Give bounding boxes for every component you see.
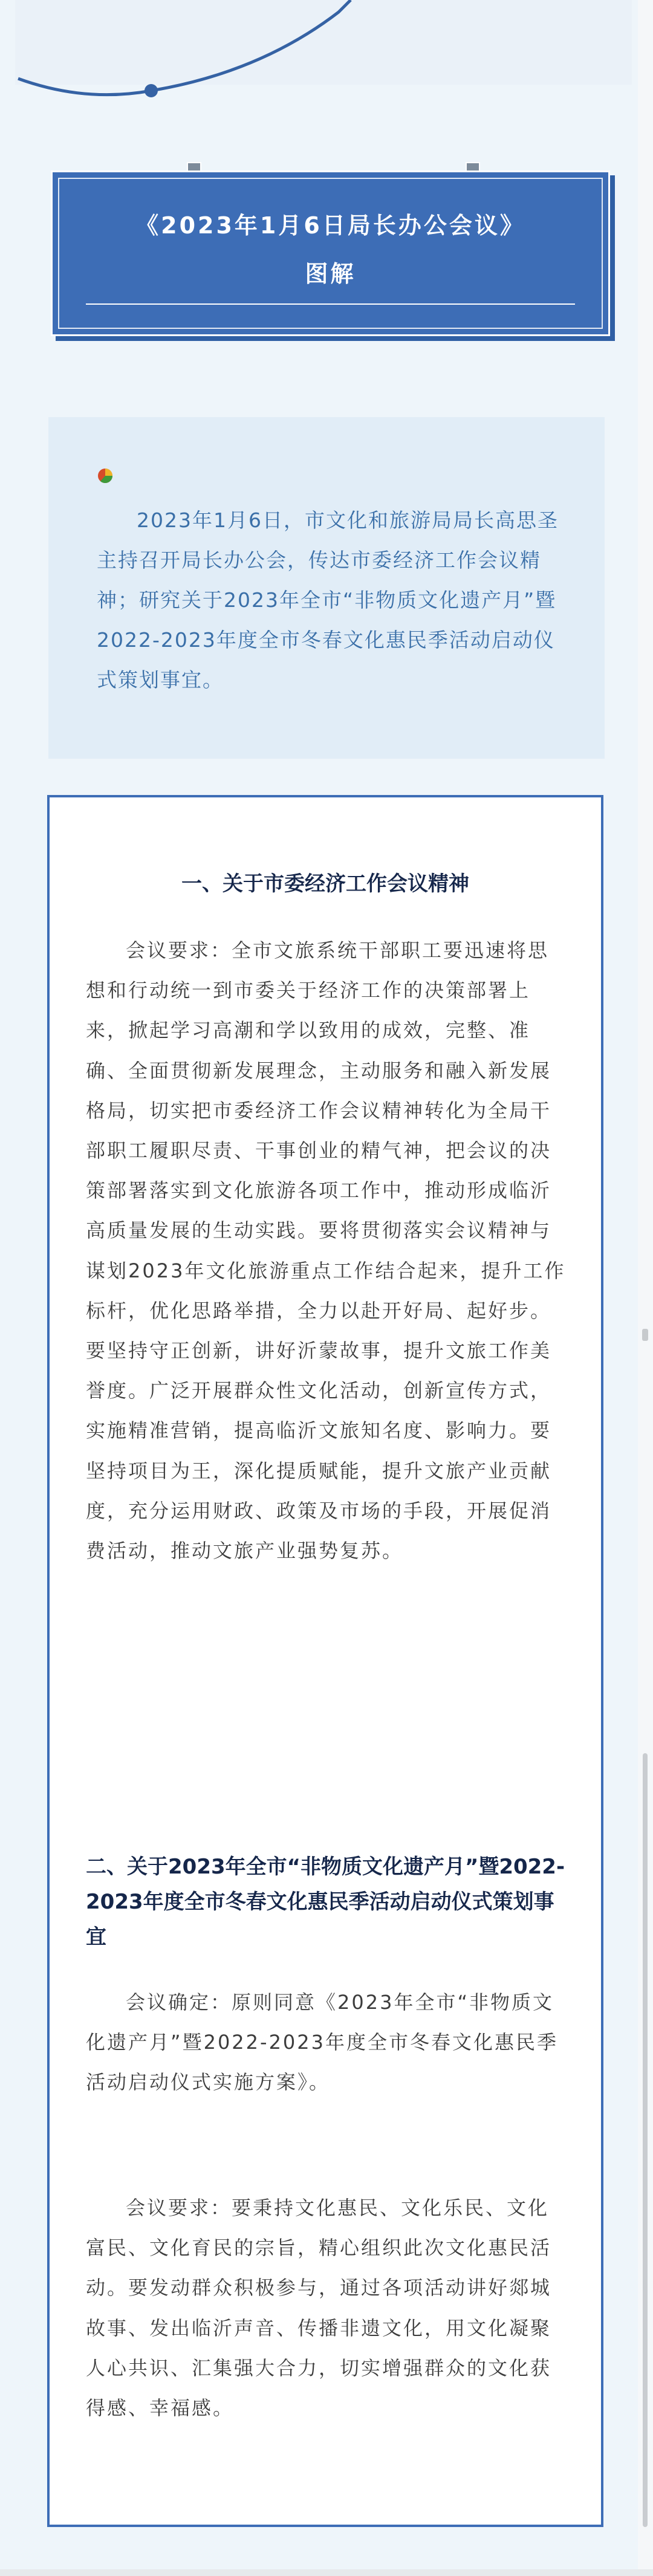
summary-text: 2023年1月6日，市文化和旅游局局长高思圣主持召开局长办公会，传达市委经济工作会议精神；研究关于2023年全市“非物质文化遗产月”暨2022-2023年度全市冬春文化惠民季活动启动仪式策划事宜。 [97,508,559,692]
title-card [51,170,610,336]
summary-box [48,417,605,759]
section1-paragraph: 会议要求：全市文旅系统干部职工要迅速将思想和行动统一到市委关于经济工作的决策部署上来，掀起学习高潮和学以致用的成效，完整、准确、全面贯彻新发展理念，主动服务和融入新发展格局，切实把市委经济工作会议精神转化为全局干部职工履职尽责、干事创业的精气神，把会议的决策部署落实到文化旅游各项工作中，推动形成临沂高质量发展的生动实践。要将贯彻落实会议精神与谋划2023年文化旅游重点工作结合起来，提升工作标杆，优化思路举措，全力以赴开好局、起好步。要坚持守正创新，讲好沂蒙故事，提升文旅工作美誉度。广泛开展群众性文化活动，创新宣传方式，实施精准营销，提高临沂文旅知名度、影响力。要坚持项目为王，深化提质赋能，提升文旅产业贡献度，充分运用财政、政策及市场的手段，开展促消费活动，推动文旅产业强势复苏。 [86,939,566,1563]
section2-title: 二、关于2023年全市“非物质文化遗产月”暨2022-2023年度全市冬春文化惠民季活动启动仪式策划事宜 [86,1855,565,1949]
page-title: 《2023年1月6日局长办公会议》 [135,212,525,239]
section2-decision: 会议确定：原则同意《2023年全市“非物质文化遗产月”暨2022-2023年度全市冬春文化惠民季活动启动仪式实施方案》。 [86,1991,559,2094]
section2-requirement: 会议要求：要秉持文化惠民、文化乐民、文化富民、文化育民的宗旨，精心组织此次文化惠民活动。要发动群众积极参与，通过各项活动讲好郯城故事、发出临沂声音、传播非遗文化，用文化凝聚人心共识、汇集强大合力，切实增强群众的文化获得感、幸福感。 [86,2196,552,2420]
page-subtitle: 图解 [305,261,356,287]
bottom-bar [0,2569,653,2576]
wave-decoration [0,0,653,121]
scrollbar-thumb[interactable] [643,1753,648,2527]
meeting-content-box [47,795,603,2527]
title-card-frame [58,178,603,329]
scroll-marker [642,1329,648,1341]
pie-chart-icon [97,467,114,484]
section1-title: 一、关于市委经济工作会议精神 [181,872,469,896]
title-divider [86,303,575,305]
